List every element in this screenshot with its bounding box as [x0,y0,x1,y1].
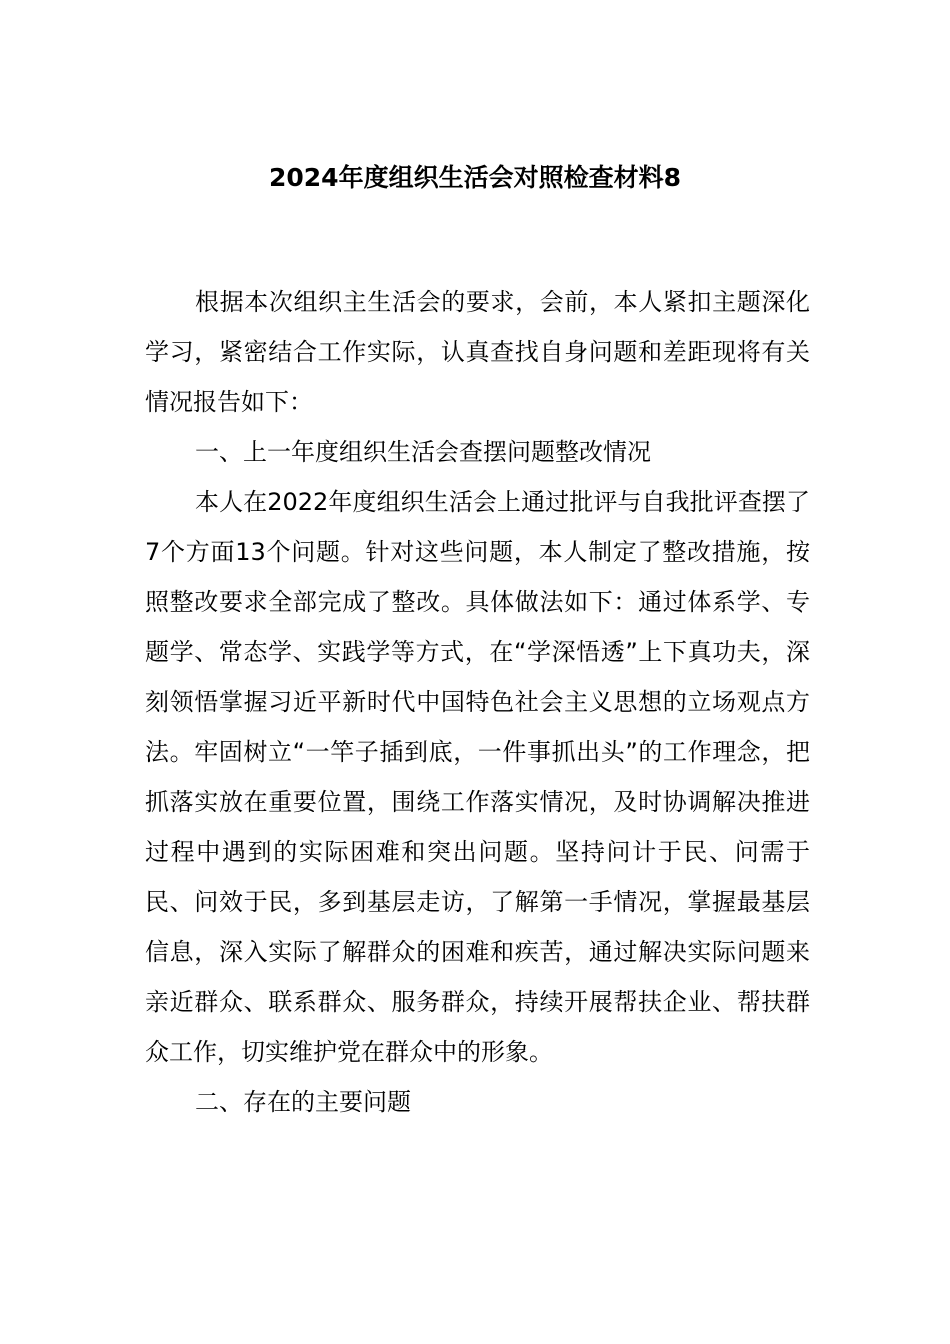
rectification-paragraph: 本人在2022年度组织生活会上通过批评与自我批评查摆了7个方面13个问题。针对这些问题，本人制定了整改措施，按照整改要求全部完成了整改。具体做法如下：通过体系学、专题学、常态学、实践学等方式，在“学深悟透”上下真功夫，深刻领悟掌握习近平新时代中国特色社会主义思想的立场观点方法。牢固树立“一竿子插到底，一件事抓出头”的工作理念，把抓落实放在重要位置，围绕工作落实情况，及时协调解决推进过程中遇到的实际困难和突出问题。坚持问计于民、问需于民、问效于民，多到基层走访，了解第一手情况，掌握最基层信息，深入实际了解群众的困难和疾苦，通过解决实际问题来亲近群众、联系群众、服务群众，持续开展帮扶企业、帮扶群众工作，切实维护党在群众中的形象。 [145,488,810,1066]
document-body [145,277,810,1127]
intro-paragraph: 根据本次组织主生活会的要求，会前，本人紧扣主题深化学习，紧密结合工作实际，认真查找自身问题和差距现将有关情况报告如下： [145,288,810,416]
section-heading-1: 一、上一年度组织生活会查摆问题整改情况 [195,438,651,466]
section-heading-2: 二、存在的主要问题 [195,1088,411,1116]
document-title: 2024年度组织生活会对照检查材料8 [269,163,681,192]
